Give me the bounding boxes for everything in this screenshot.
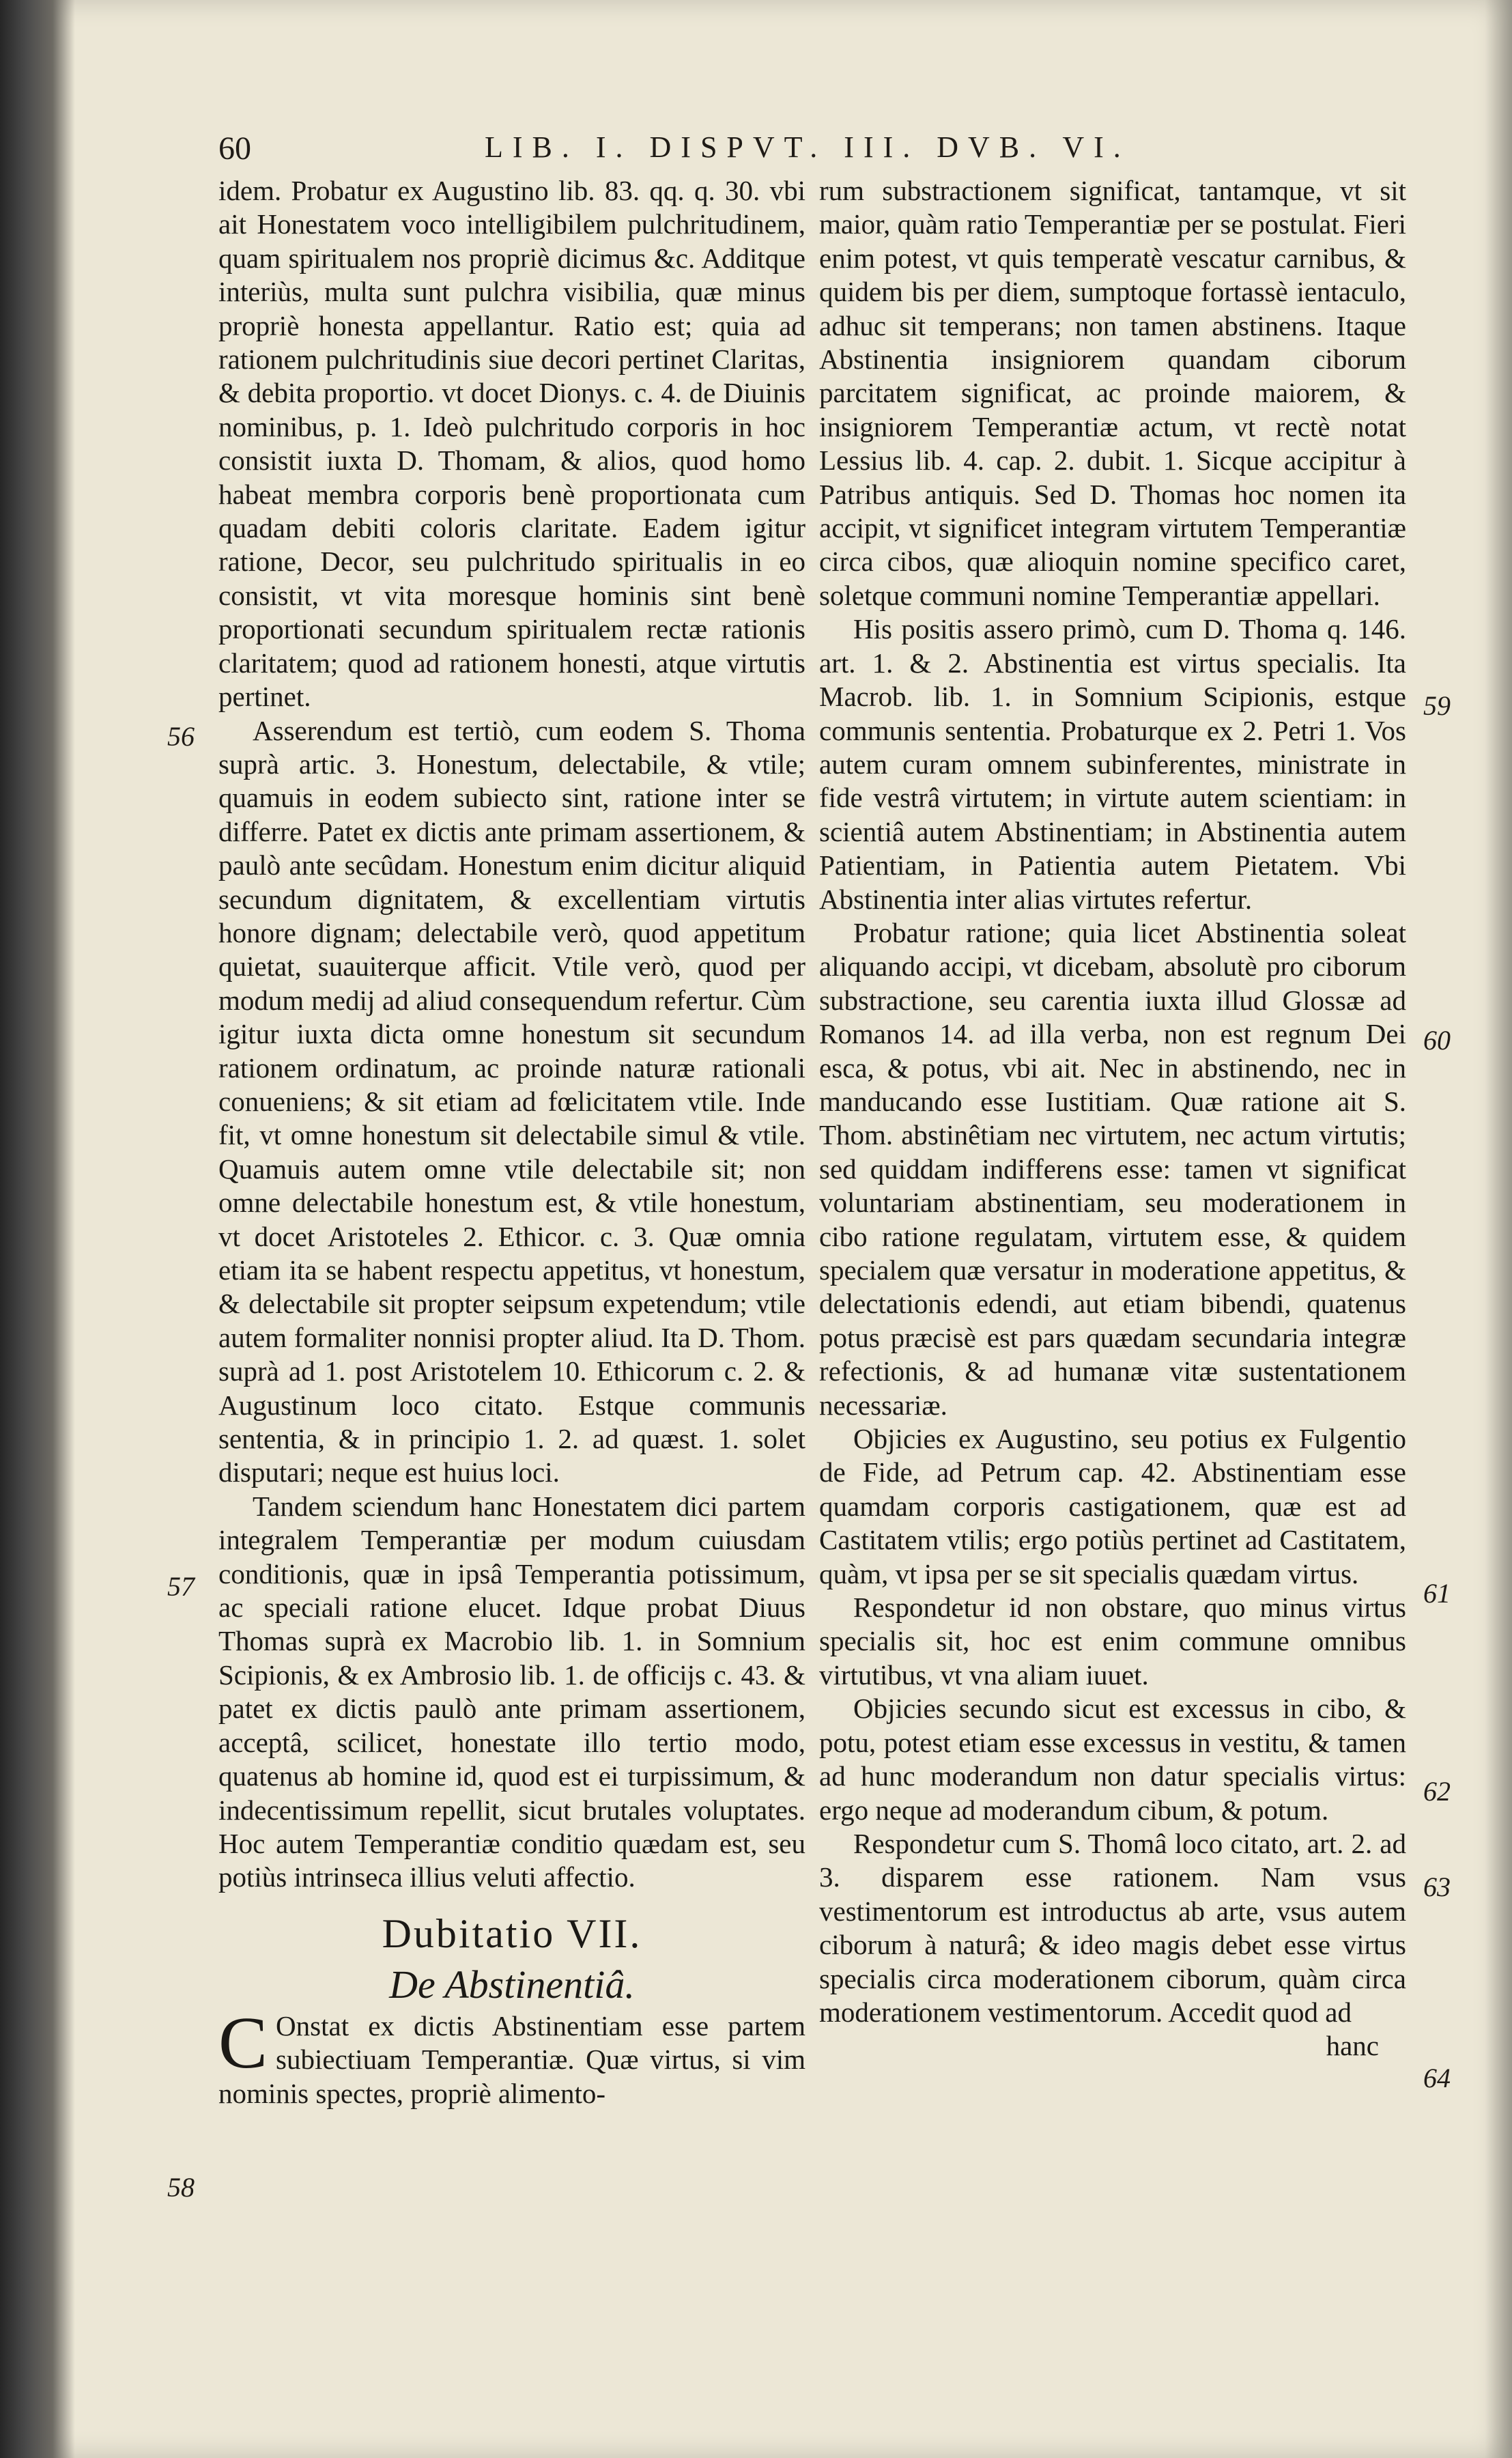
paragraph: Asserendum est tertiò, cum eodem S. Thoma suprà artic. 3. Honestum, delectabile, & vtile; quamuis in eodem subiecto sint, ratione inter se differre. Patet ex dictis ante primam assertionem, & paulò ante secûdam. Honestum enim dicitur aliquid secundum dignitatem, & excellentiam virtutis honore dignam; delectabile verò, quod appetitum quietat, suauiterque afficit. Vtile verò, quod per modum medij ad aliud consequendum refertur. Cùm igitur iuxta dicta omne honestum sit secundum rationem ordinatum, ac proinde naturæ rationali conueniens; & sit etiam ad fœlicitatem vtile. Inde fit, vt omne honestum sit delectabile simul & vtile. Quamuis autem omne vtile delectabile sit; non omne delectabile honestum est, & vtile honestum, vt docet Aristoteles 2. Ethicor. c. 3. Quæ omnia etiam ita se habent respectu appetitus, vt honestum, & delectabile sit propter seipsum expetendum; vtile autem formaliter nonnisi propter aliud. Ita D. Thom. suprà ad 1. post Aristotelem 10. Ethicorum c. 2. & Augustinum loco citato. Estque communis sententia, & in principio 1. 2. ad quæst. 1. solet disputari; neque est huius loci. — [218, 714, 805, 1488]
catchword: hanc — [1326, 2030, 1379, 2062]
margin-number: 62 — [1423, 1776, 1451, 1807]
page-edge-shadow — [1485, 0, 1512, 2458]
drop-cap: C — [218, 2002, 268, 2084]
paragraph: Objicies ex Augustino, seu potius ex Fulgentio de Fide, ad Petrum cap. 42. Abstinentiam esse quamdam corporis castigationem, quæ est ad Castitatem vtilis; ergo potiùs pertinet ad Castitatem, quàm, vt ipsa per se sit specialis quædam virtus. — [819, 1423, 1406, 1590]
heading-subtitle: De Abstinentiâ. — [389, 1962, 635, 2007]
running-head: LIB. I. DISPVT. III. DVB. VI. — [485, 130, 1130, 164]
book-spine-shadow — [0, 0, 75, 2458]
paragraph: Respondetur id non obstare, quo minus virtus specialis sit, hoc est enim commune omnibus virtutibus, vt vna aliam iuuet. — [819, 1592, 1406, 1691]
paragraph: His positis assero primò, cum D. Thoma q. 146. art. 1. & 2. Abstinentia est virtus specialis. Ita Macrob. lib. 1. in Somnium Scipionis, estque communis sententia. Probaturque ex 2. Petri 1. Vos autem curam omnem subinferentes, ministrate in fide vestrâ virtutem; in virtute autem scientiam: in scientiâ autem Abstinentiam; in Abstinentia autem Patientiam, in Patientia autem Pietatem. Vbi Abstinentia inter alias virtutes refertur. — [819, 613, 1406, 915]
margin-number: 61 — [1423, 1578, 1451, 1609]
section-heading — [218, 1907, 805, 2009]
margin-number: 58 — [167, 2172, 195, 2203]
paragraph-text: Onstat ex dictis Abstinentiam esse partem subiectiuam Temperantiæ. Quæ virtus, si vim nominis spectes, propriè alimento- — [218, 2009, 805, 2109]
paragraph: rum substractionem significat, tantamque, vt sit maior, quàm ratio Temperantiæ per se postulat. Fieri enim potest, vt quis temperatè vescatur carnibus, & quidem bis per diem, sumptoque fortassè ientaculo, adhuc sit temperans; non tamen abstinens. Itaque Abstinentia insigniorem quandam ciborum parcitatem significat, ac proinde maiorem, & insigniorem Temperantiæ actum, vt rectè notat Lessius lib. 4. cap. 2. dubit. 1. Sicque accipitur à Patribus antiquis. Sed D. Thomas hoc nomen ita accipit, vt significet integram virtutem Temperantiæ circa cibos, quæ alioquin nomine specifico caret, soletque communi nomine Temperantiæ appellari. — [819, 175, 1406, 611]
left-text-column — [218, 174, 805, 2277]
paragraph: idem. Probatur ex Augustino lib. 83. qq. q. 30. vbi ait Honestatem voco intelligibilem pulchritudinem, quam spiritualem nos propriè dicimus &c. Additque interiùs, multa sunt pulchra visibilia, quæ minus propriè honesta appellantur. Ratio est; quia ad rationem pulchritudinis siue decori pertinet Claritas, & debita proportio. vt docet Dionys. c. 4. de Diuinis nominibus, p. 1. Ideò pulchritudo corporis in hoc consistit iuxta D. Thomam, & alios, quod homo habeat membra corporis benè proportionata cum quadam debiti coloris claritate. Eadem igitur ratione, Decor, seu pulchritudo spiritualis in eo consistit, vt vita moresque hominis sint benè proportionati secundum spiritualem rectæ rationis claritatem; quod ad rationem honesti, atque virtutis pertinet. — [218, 175, 805, 713]
paragraph: Objicies secundo sicut est excessus in cibo, & potu, potest etiam esse excessus in vestitu, & tamen ad hunc moderandum non datur specialis virtus: ergo neque ad moderandum cibum, & potum. — [819, 1693, 1406, 1826]
margin-number: 56 — [167, 721, 195, 752]
page-header — [218, 123, 1420, 178]
page-number: 60 — [218, 130, 251, 167]
margin-number: 57 — [167, 1571, 195, 1602]
margin-number: 59 — [1423, 690, 1451, 721]
margin-number: 63 — [1423, 1871, 1451, 1902]
heading-title: Dubitatio VII. — [382, 1910, 642, 1956]
paragraph — [218, 2002, 805, 2110]
paragraph: Probatur ratione; quia licet Abstinentia soleat aliquando accipi, vt dicebam, absolutè pro ciborum substractione, seu carentia iuxta illud Glossæ ad Romanos 14. ad illa verba, non est regnum Dei esca, & potus, vbi ait. Nec in abstinendo, nec in manducando esse Iustitiam. Quæ ratione ait S. Thom. abstinêtiam nec virtutem, nec actum virtutis; sed quiddam indifferens esse: tamen vt significat voluntariam abstinentiam, seu moderationem in cibo ratione regulatam, virtutem esse, & quidem specialem quæ versatur in moderatione appetitus, & delectationis edendi, aut etiam bibendi, quatenus potus præcisè est pars quædam secundaria integræ refectionis, & ad humanæ vitæ sustentationem necessariæ. — [819, 916, 1406, 1421]
margin-number: 64 — [1423, 2063, 1451, 2093]
paragraph: Tandem sciendum hanc Honestatem dici partem integralem Temperantiæ per modum cuiusdam conditionis, quæ in ipsâ Temperantia potissimum, ac speciali ratione elucet. Idque probat Diuus Thomas suprà ex Macrobio lib. 1. in Somnium Scipionis, & ex Ambrosio lib. 1. de officijs c. 43. & patet ex dictis paulò ante primam assertionem, acceptâ, scilicet, honestate illo tertio modo, quatenus ab homine id, quod est ei turpissimum, & indecentissimum repellit, sicut brutales voluptates. Hoc autem Temperantiæ conditio quædam est, seu potiùs intrinseca illius veluti affectio. — [218, 1490, 805, 1893]
right-text-column — [819, 174, 1406, 2291]
paragraph: Respondetur cum S. Thomâ loco citato, art. 2. ad 3. disparem esse rationem. Nam vsus vestimentorum est introductus ab arte, vsus autem ciborum à naturâ; & ideo magis debet esse virtus specialis circa moderationem ciborum, quàm circa moderationem vestimentorum. Accedit quod ad — [819, 1827, 1406, 2028]
margin-number: 60 — [1423, 1025, 1451, 1056]
